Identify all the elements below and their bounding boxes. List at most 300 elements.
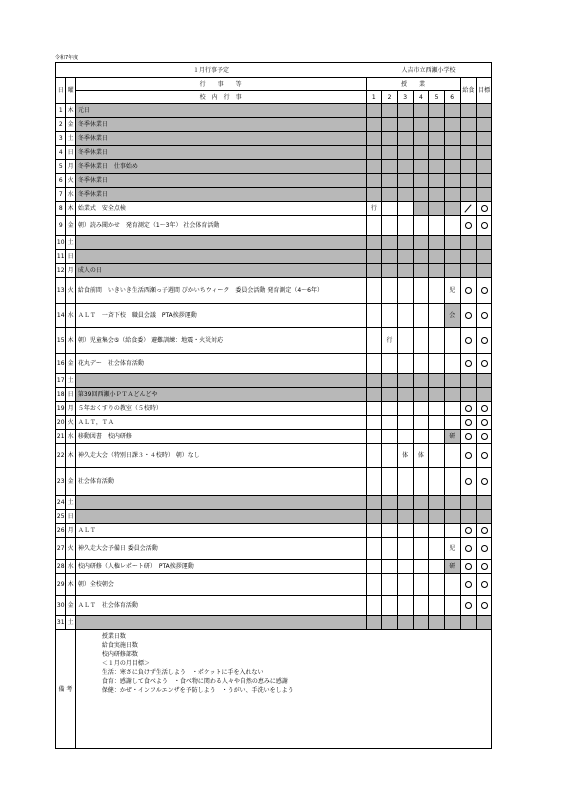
period-cell: [382, 496, 398, 510]
circle-mark: [465, 312, 472, 319]
mokuhyo-cell: [477, 560, 492, 574]
period-cell: [444, 132, 460, 146]
period-cell: [382, 596, 398, 616]
period-cell: [382, 188, 398, 202]
period-cell: [429, 616, 445, 630]
period-cell: 行: [366, 202, 382, 216]
kyushoku-cell: [460, 374, 477, 388]
event-cell: 第39回西瀬小ＰＴＡどんどや: [75, 388, 366, 402]
period-cell: [397, 216, 413, 236]
table-row: [56, 596, 492, 616]
period-cell: [397, 574, 413, 596]
kyushoku-cell: [460, 574, 477, 596]
kyushoku-cell: [460, 132, 477, 146]
day-cell: 19: [56, 402, 66, 416]
circle-mark: [465, 452, 472, 459]
period-cell: [429, 468, 445, 496]
col-header-period: 1: [366, 91, 382, 104]
weekday-cell: 日: [66, 146, 75, 160]
period-cell: [429, 188, 445, 202]
table-row: [56, 174, 492, 188]
period-cell: [413, 104, 429, 118]
day-cell: 24: [56, 496, 66, 510]
period-cell: [429, 160, 445, 174]
period-cell: [429, 236, 445, 250]
col-header-period: 4: [413, 91, 429, 104]
kyushoku-cell: [460, 174, 477, 188]
event-cell: ＡＬＴ，ＴＡ: [75, 416, 366, 430]
schedule-rows: [56, 104, 492, 630]
circle-mark: [481, 545, 488, 552]
day-cell: 14: [56, 304, 66, 328]
period-cell: [413, 188, 429, 202]
circle-mark: [481, 205, 488, 212]
kyushoku-cell: [460, 596, 477, 616]
event-cell: [75, 250, 366, 264]
period-cell: [366, 236, 382, 250]
day-cell: 10: [56, 236, 66, 250]
period-cell: [413, 264, 429, 278]
period-cell: [397, 104, 413, 118]
table-row: [56, 538, 492, 560]
weekday-cell: 木: [66, 104, 75, 118]
col-header-mokuhyo: 目標: [477, 78, 492, 104]
period-cell: [397, 202, 413, 216]
weekday-cell: 火: [66, 278, 75, 304]
event-cell: 社会体育活動: [75, 468, 366, 496]
kyushoku-cell: [460, 216, 477, 236]
period-cell: [444, 264, 460, 278]
event-cell: 花丸デー 社会体育活動: [75, 354, 366, 374]
event-cell: 朝）読み聞かせ 発育測定（1～3年） 社会体育活動: [75, 216, 366, 236]
col-header-events: 行 事 等: [75, 78, 366, 91]
period-cell: [397, 118, 413, 132]
kyushoku-cell: [460, 524, 477, 538]
table-row: [56, 202, 492, 216]
period-cell: [366, 304, 382, 328]
period-cell: [413, 146, 429, 160]
period-cell: [397, 560, 413, 574]
period-cell: [366, 616, 382, 630]
table-row: [56, 118, 492, 132]
period-cell: [429, 304, 445, 328]
period-cell: 児: [444, 538, 460, 560]
period-cell: [429, 416, 445, 430]
kyushoku-cell: [460, 616, 477, 630]
day-cell: 29: [56, 574, 66, 596]
day-cell: 28: [56, 560, 66, 574]
period-cell: [397, 278, 413, 304]
period-cell: [366, 354, 382, 374]
period-cell: [413, 250, 429, 264]
table-row: [56, 496, 492, 510]
weekday-cell: 日: [66, 250, 75, 264]
day-cell: 23: [56, 468, 66, 496]
weekday-cell: 土: [66, 616, 75, 630]
col-header-period: 6: [444, 91, 460, 104]
event-cell: [75, 374, 366, 388]
mokuhyo-cell: [477, 202, 492, 216]
period-cell: [429, 174, 445, 188]
period-cell: [366, 374, 382, 388]
event-cell: 冬季休業日: [75, 118, 366, 132]
period-cell: [366, 160, 382, 174]
event-cell: 冬季休業日: [75, 188, 366, 202]
weekday-cell: 月: [66, 264, 75, 278]
circle-mark: [465, 527, 472, 534]
period-cell: [382, 574, 398, 596]
table-row: [56, 216, 492, 236]
notes-line: 保健：かぜ・インフルエンザを予防しよう ・うがい、手洗いをしよう: [101, 687, 294, 694]
day-cell: 18: [56, 388, 66, 402]
period-cell: [444, 596, 460, 616]
col-header-kyushoku: 給食: [460, 78, 477, 104]
period-cell: [429, 264, 445, 278]
weekday-cell: 土: [66, 236, 75, 250]
period-cell: [366, 430, 382, 444]
weekday-cell: 木: [66, 328, 75, 354]
period-cell: [366, 118, 382, 132]
table-row: [56, 560, 492, 574]
period-cell: [444, 118, 460, 132]
period-cell: [429, 250, 445, 264]
period-cell: [382, 416, 398, 430]
mokuhyo-cell: [477, 510, 492, 524]
period-cell: [444, 574, 460, 596]
period-cell: [429, 104, 445, 118]
period-cell: [366, 468, 382, 496]
day-cell: 27: [56, 538, 66, 560]
period-cell: [382, 538, 398, 560]
day-cell: 17: [56, 374, 66, 388]
table-row: [56, 402, 492, 416]
kyushoku-cell: [460, 304, 477, 328]
period-cell: [444, 444, 460, 468]
period-cell: [413, 524, 429, 538]
period-cell: [397, 146, 413, 160]
mokuhyo-cell: [477, 388, 492, 402]
event-cell: 元日: [75, 104, 366, 118]
circle-mark: [481, 360, 488, 367]
period-cell: [444, 188, 460, 202]
day-cell: 20: [56, 416, 66, 430]
period-cell: [382, 174, 398, 188]
period-cell: [429, 278, 445, 304]
kyushoku-cell: [460, 278, 477, 304]
mokuhyo-cell: [477, 430, 492, 444]
period-cell: [429, 388, 445, 402]
period-cell: [366, 388, 382, 402]
period-cell: [429, 402, 445, 416]
period-cell: [429, 132, 445, 146]
period-cell: [397, 496, 413, 510]
period-cell: [397, 388, 413, 402]
period-cell: [429, 202, 445, 216]
kyushoku-cell: [460, 510, 477, 524]
table-row: [56, 328, 492, 354]
col-header-weekday: 曜: [66, 78, 75, 104]
weekday-cell: 木: [66, 444, 75, 468]
period-cell: [444, 328, 460, 354]
notes-line: ＜１月の月目標＞: [101, 660, 150, 667]
circle-mark: [481, 337, 488, 344]
notes-row: [56, 630, 492, 749]
mokuhyo-cell: [477, 104, 492, 118]
period-cell: [382, 216, 398, 236]
period-cell: [382, 616, 398, 630]
weekday-cell: 水: [66, 304, 75, 328]
period-cell: [444, 160, 460, 174]
period-cell: [382, 560, 398, 574]
circle-mark: [481, 581, 488, 588]
day-cell: 8: [56, 202, 66, 216]
table-row: [56, 388, 492, 402]
period-cell: [382, 132, 398, 146]
period-cell: [413, 416, 429, 430]
period-cell: [413, 236, 429, 250]
kyushoku-cell: [460, 160, 477, 174]
weekday-cell: 木: [66, 202, 75, 216]
period-cell: [397, 416, 413, 430]
period-cell: [429, 118, 445, 132]
mokuhyo-cell: [477, 596, 492, 616]
table-row: [56, 104, 492, 118]
circle-mark: [465, 478, 472, 485]
mokuhyo-cell: [477, 616, 492, 630]
period-cell: [413, 496, 429, 510]
kyushoku-cell: [460, 188, 477, 202]
period-cell: [382, 146, 398, 160]
event-cell: 神久走大会（特別日課３・４校時） 朝）なし: [75, 444, 366, 468]
period-cell: [413, 216, 429, 236]
col-header-school-events: 校 内 行 事: [75, 91, 366, 104]
weekday-cell: 水: [66, 560, 75, 574]
document-title: １月行事予定: [56, 63, 367, 78]
period-cell: [397, 250, 413, 264]
mokuhyo-cell: [477, 132, 492, 146]
period-cell: [397, 616, 413, 630]
period-cell: [413, 510, 429, 524]
period-cell: [444, 250, 460, 264]
period-cell: [429, 354, 445, 374]
period-cell: [429, 146, 445, 160]
period-cell: [397, 402, 413, 416]
mokuhyo-cell: [477, 278, 492, 304]
fiscal-year-label: 令和7年度: [55, 55, 79, 61]
period-cell: [413, 118, 429, 132]
event-cell: 朝）児童集会⑤（給食委） 避難訓練：地震・火災対応: [75, 328, 366, 354]
period-cell: [366, 524, 382, 538]
circle-mark: [481, 312, 488, 319]
table-row: [56, 354, 492, 374]
period-cell: [382, 444, 398, 468]
day-cell: 9: [56, 216, 66, 236]
circle-mark: [481, 602, 488, 609]
period-cell: 研: [444, 560, 460, 574]
period-cell: [413, 304, 429, 328]
period-cell: [382, 278, 398, 304]
period-cell: [382, 250, 398, 264]
circle-mark: [481, 452, 488, 459]
circle-mark: [465, 545, 472, 552]
event-cell: 始業式 安全点検: [75, 202, 366, 216]
weekday-cell: 火: [66, 416, 75, 430]
kyushoku-cell: [460, 444, 477, 468]
period-cell: [413, 430, 429, 444]
period-cell: [444, 354, 460, 374]
period-cell: [382, 304, 398, 328]
table-row: [56, 416, 492, 430]
day-cell: 12: [56, 264, 66, 278]
period-cell: [366, 402, 382, 416]
table-row: [56, 444, 492, 468]
period-cell: 研: [444, 430, 460, 444]
period-cell: [429, 538, 445, 560]
period-cell: [382, 236, 398, 250]
period-cell: [366, 104, 382, 118]
day-cell: 15: [56, 328, 66, 354]
circle-mark: [481, 433, 488, 440]
weekday-cell: 木: [66, 574, 75, 596]
circle-mark: [481, 222, 488, 229]
period-cell: [382, 354, 398, 374]
notes-label: 備 考: [56, 630, 76, 749]
period-cell: [366, 538, 382, 560]
event-cell: [75, 496, 366, 510]
period-cell: [382, 160, 398, 174]
table-row: [56, 510, 492, 524]
period-cell: [444, 236, 460, 250]
day-cell: 1: [56, 104, 66, 118]
period-cell: [366, 596, 382, 616]
col-header-period: 5: [429, 91, 445, 104]
period-cell: [397, 510, 413, 524]
period-cell: [366, 278, 382, 304]
period-cell: [444, 104, 460, 118]
day-cell: 3: [56, 132, 66, 146]
period-cell: [429, 560, 445, 574]
mokuhyo-cell: [477, 264, 492, 278]
weekday-cell: 金: [66, 216, 75, 236]
period-cell: [413, 132, 429, 146]
period-cell: [397, 596, 413, 616]
day-cell: 2: [56, 118, 66, 132]
weekday-cell: 水: [66, 430, 75, 444]
day-cell: 25: [56, 510, 66, 524]
period-cell: [366, 146, 382, 160]
kyushoku-cell: [460, 328, 477, 354]
period-cell: 会: [444, 304, 460, 328]
period-cell: [382, 430, 398, 444]
kyushoku-cell: [460, 354, 477, 374]
period-cell: [429, 524, 445, 538]
mokuhyo-cell: [477, 216, 492, 236]
mokuhyo-cell: [477, 354, 492, 374]
period-cell: [397, 468, 413, 496]
period-cell: [366, 328, 382, 354]
period-cell: [444, 496, 460, 510]
period-cell: [382, 202, 398, 216]
period-cell: [382, 468, 398, 496]
mokuhyo-cell: [477, 416, 492, 430]
mokuhyo-cell: [477, 118, 492, 132]
period-cell: [429, 328, 445, 354]
period-cell: [413, 538, 429, 560]
period-cell: [382, 374, 398, 388]
period-cell: [429, 510, 445, 524]
period-cell: [413, 574, 429, 596]
mokuhyo-cell: [477, 496, 492, 510]
event-cell: 給食前間 いきいき生活西瀬っ子週間 ぴかいちウィーク 委員会活動 発育測定（4～6年）: [75, 278, 366, 304]
table-row: [56, 236, 492, 250]
circle-mark: [465, 222, 472, 229]
weekday-cell: 土: [66, 374, 75, 388]
kyushoku-cell: [460, 560, 477, 574]
weekday-cell: 日: [66, 388, 75, 402]
period-cell: [413, 596, 429, 616]
kyushoku-cell: [460, 430, 477, 444]
notes-line: 校内研修部数: [101, 651, 138, 658]
weekday-cell: 土: [66, 496, 75, 510]
period-cell: 児: [444, 278, 460, 304]
weekday-cell: 火: [66, 174, 75, 188]
period-cell: [366, 264, 382, 278]
notes-line: 給食実施日数: [101, 642, 138, 649]
event-cell: ＡＬＴ 社会体育活動: [75, 596, 366, 616]
table-row: [56, 304, 492, 328]
period-cell: [429, 574, 445, 596]
period-cell: [397, 188, 413, 202]
weekday-cell: 金: [66, 468, 75, 496]
period-cell: [413, 388, 429, 402]
table-row: [56, 524, 492, 538]
period-cell: [413, 160, 429, 174]
kyushoku-cell: [460, 202, 477, 216]
day-cell: 21: [56, 430, 66, 444]
col-header-period: 3: [397, 91, 413, 104]
period-cell: [444, 146, 460, 160]
kyushoku-cell: [460, 104, 477, 118]
school-name: 人吉市立西瀬小学校: [366, 63, 492, 78]
event-cell: [75, 510, 366, 524]
circle-mark: [465, 581, 472, 588]
period-cell: [413, 616, 429, 630]
period-cell: [397, 160, 413, 174]
table-row: [56, 264, 492, 278]
table-row: [56, 160, 492, 174]
mokuhyo-cell: [477, 374, 492, 388]
kyushoku-cell: [460, 118, 477, 132]
table-row: [56, 188, 492, 202]
period-cell: [397, 538, 413, 560]
circle-mark: [481, 287, 488, 294]
table-row: [56, 468, 492, 496]
weekday-cell: 土: [66, 132, 75, 146]
period-cell: [444, 416, 460, 430]
day-cell: 13: [56, 278, 66, 304]
table-row: [56, 374, 492, 388]
period-cell: [382, 104, 398, 118]
notes-line: 食育：感謝して食べよう ・食べ物に関わる人々や自然の恵みに感謝: [101, 678, 288, 685]
event-cell: ＡＬＴ 一斉下校 職員会議 PTA挨拶運動: [75, 304, 366, 328]
circle-mark: [465, 405, 472, 412]
period-cell: [444, 510, 460, 524]
col-header-period: 2: [382, 91, 398, 104]
period-cell: [366, 188, 382, 202]
day-cell: 7: [56, 188, 66, 202]
mokuhyo-cell: [477, 524, 492, 538]
period-cell: [382, 118, 398, 132]
